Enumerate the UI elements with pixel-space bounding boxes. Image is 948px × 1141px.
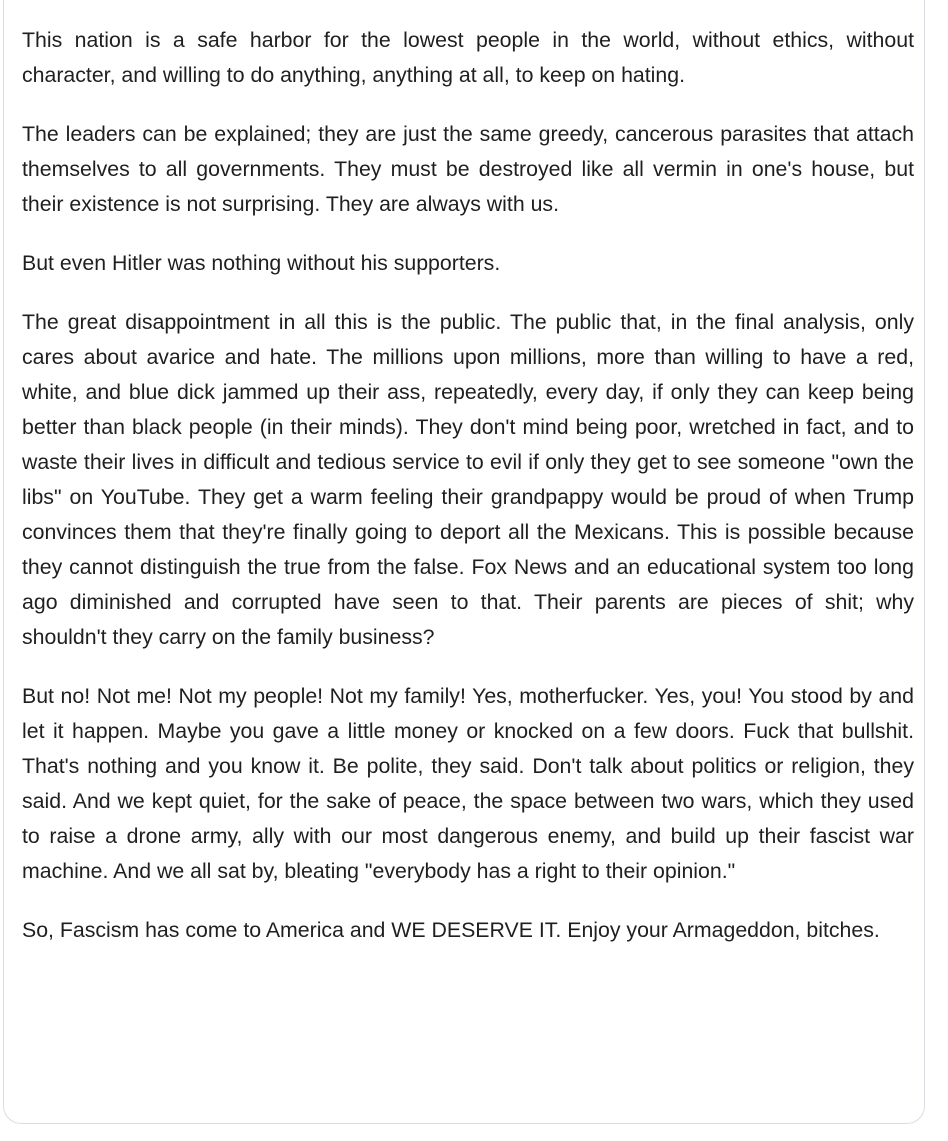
paragraph-1: This nation is a safe harbor for the lowest people in the world, without ethics, without character, and willing to do anything, anything at all, to keep on hating. bbox=[22, 28, 914, 87]
document-body bbox=[22, 23, 914, 948]
paragraph-2: The leaders can be explained; they are just the same greedy, cancerous parasites that attach themselves to all governments. They must be destroyed like all vermin in one's house, but their existence is not surprising. They are always with us. bbox=[22, 122, 914, 216]
paragraph-4: The great disappointment in all this is the public. The public that, in the final analysis, only cares about avarice and hate. The millions upon millions, more than willing to have a red, white, and blue dick jammed up their ass, repeatedly, every day, if only they can keep being better than black people (in their minds). They don't mind being poor, wretched in fact, and to waste their lives in difficult and tedious service to evil if only they get to see someone "own the libs" on YouTube. They get a warm feeling their grandpappy would be proud of when Trump convinces them that they're finally going to deport all the Mexicans. This is possible because they cannot distinguish the true from the false. Fox News and an educational system too long ago diminished and corrupted have seen to that. Their parents are pieces of shit; why shouldn't they carry on the family business? bbox=[22, 310, 914, 649]
paragraph-6: So, Fascism has come to America and WE DESERVE IT. Enjoy your Armageddon, bitches. bbox=[22, 918, 880, 942]
paragraph-5: But no! Not me! Not my people! Not my family! Yes, motherfucker. Yes, you! You stood by and let it happen. Maybe you gave a little money or knocked on a few doors. Fuck that bullshit. That's nothing and you know it. Be polite, they said. Don't talk about politics or religion, they said. And we kept quiet, for the sake of peace, the space between two wars, which they used to raise a drone army, ally with our most dangerous enemy, and build up their fascist war machine. And we all sat by, bleating "everybody has a right to their opinion." bbox=[22, 684, 914, 883]
paragraph-3: But even Hitler was nothing without his supporters. bbox=[22, 251, 501, 275]
post-image-card bbox=[3, 0, 925, 1124]
